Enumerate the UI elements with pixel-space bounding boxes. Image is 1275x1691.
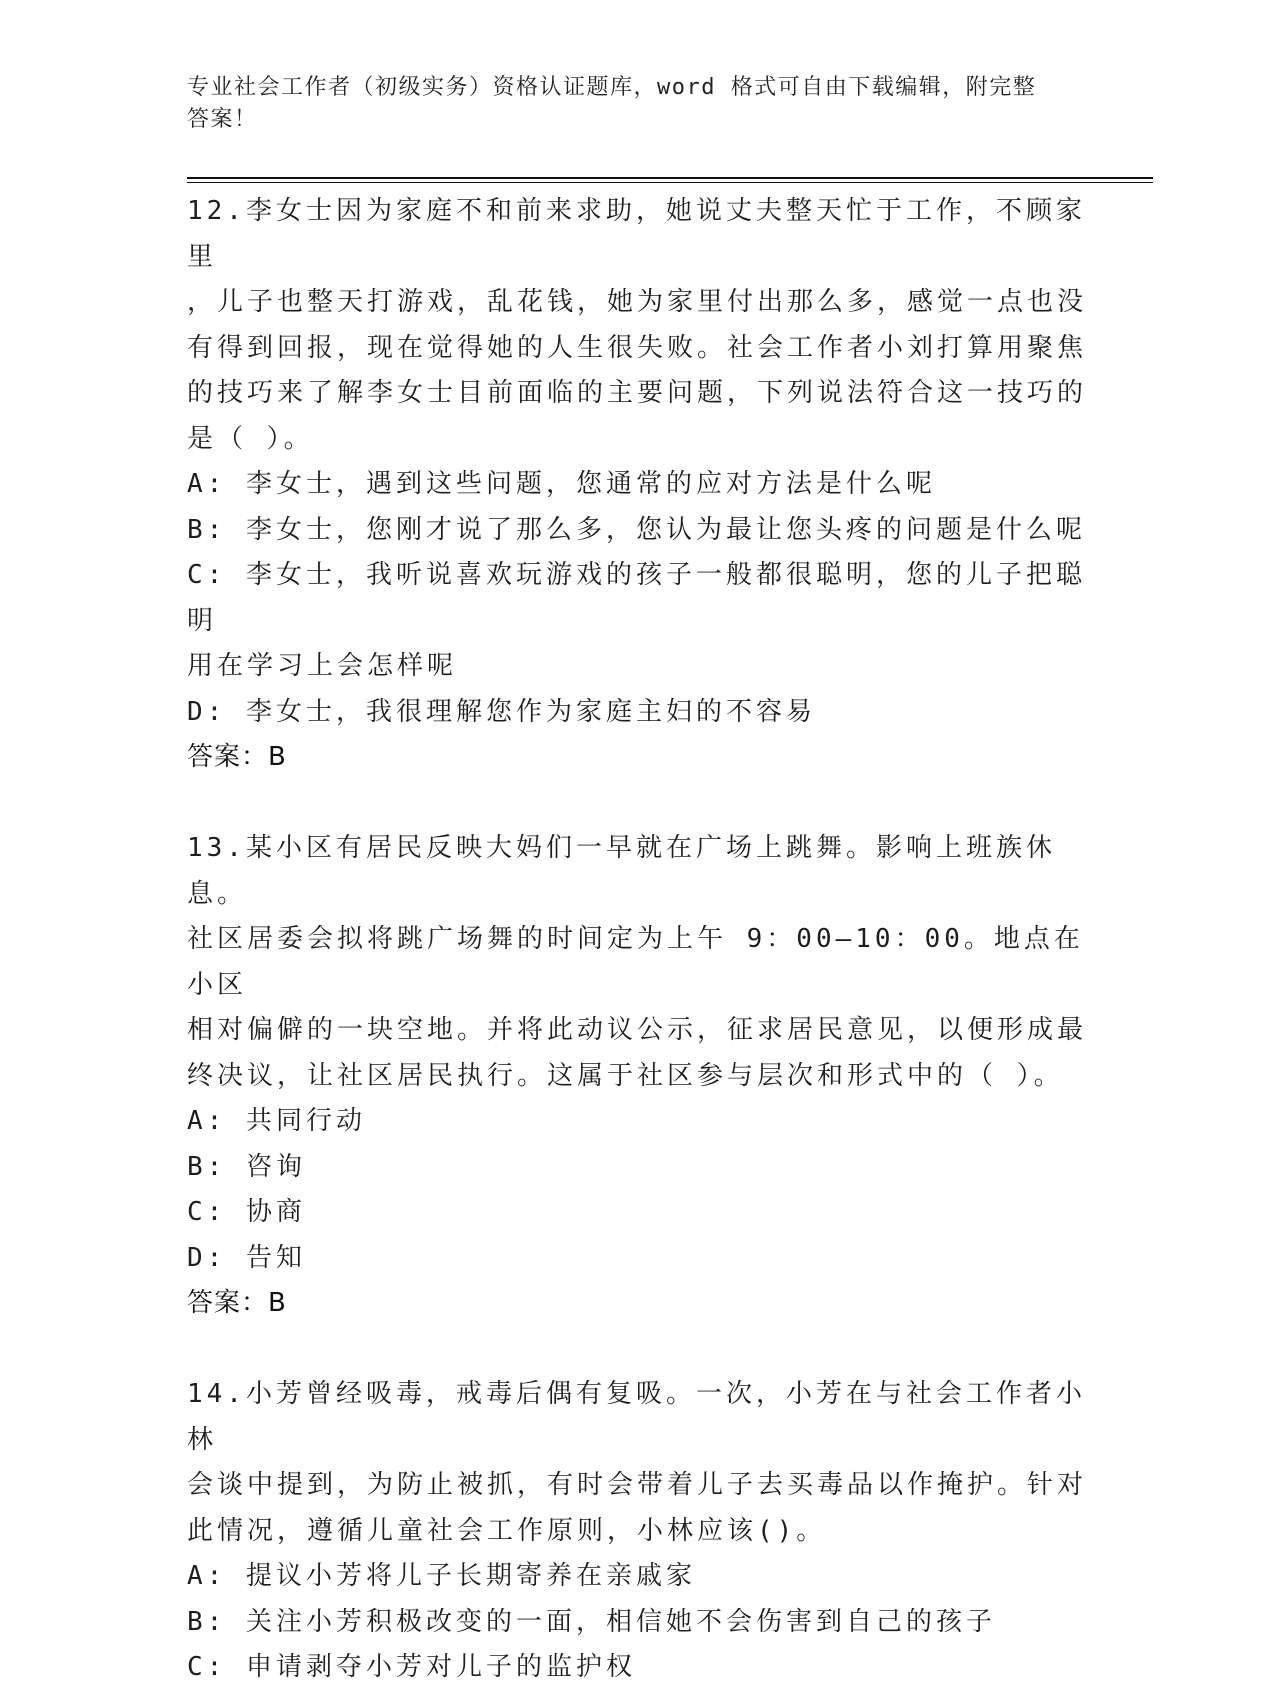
question-12-option-a: A: 李女士，遇到这些问题，您通常的应对方法是什么呢 xyxy=(187,469,936,499)
page-header xyxy=(187,72,1087,136)
question-14 xyxy=(187,1372,1087,1691)
question-13-answer: 答案：B xyxy=(187,1288,287,1318)
header-rule-thin xyxy=(187,182,1153,183)
question-12-stem-line: 12.李女士因为家庭不和前来求助，她说丈夫整天忙于工作，不顾家里 xyxy=(187,196,1086,272)
question-13-option-c: C: 协商 xyxy=(187,1197,306,1227)
question-13-stem-line: 社区居委会拟将跳广场舞的时间定为上午 9：00—10：00。地点在小区 xyxy=(187,924,1084,1000)
question-14-stem-line: 会谈中提到，为防止被抓，有时会带着儿子去买毒品以作掩护。针对 xyxy=(187,1470,1088,1500)
question-12 xyxy=(187,189,1087,781)
question-13-option-d: D: 告知 xyxy=(187,1242,306,1273)
question-12-option-c: C: 李女士，我听说喜欢玩游戏的孩子一般都很聪明，您的儿子把聪明 xyxy=(187,560,1086,636)
question-spacer xyxy=(187,1327,1087,1373)
question-13-stem-line: 终决议，让社区居民执行。这属于社区参与层次和形式中的（ ）。 xyxy=(187,1060,1064,1091)
question-14-stem-line: 此情况，遵循儿童社会工作原则，小林应该()。 xyxy=(187,1515,827,1546)
question-spacer xyxy=(187,781,1087,827)
question-12-option-c-cont: 用在学习上会怎样呢 xyxy=(187,651,458,681)
question-13 xyxy=(187,826,1087,1327)
question-12-stem-line: ，儿子也整天打游戏，乱花钱，她为家里付出那么多，感觉一点也没 xyxy=(187,287,1088,317)
question-14-stem-line: 14.小芳曾经吸毒，戒毒后偶有复吸。一次，小芳在与社会工作者小林 xyxy=(187,1379,1086,1455)
question-12-stem-line: 是（ ）。 xyxy=(187,423,314,454)
question-13-stem-line: 相对偏僻的一块空地。并将此动议公示，征求居民意见，以便形成最 xyxy=(187,1015,1088,1045)
question-12-stem-line: 有得到回报，现在觉得她的人生很失败。社会工作者小刘打算用聚焦 xyxy=(187,332,1088,363)
question-13-stem-line: 13.某小区有居民反映大妈们一早就在广场上跳舞。影响上班族休息。 xyxy=(187,833,1056,909)
question-14-option-c: C: 申请剥夺小芳对儿子的监护权 xyxy=(187,1652,636,1682)
question-12-option-d: D: 李女士，我很理解您作为家庭主妇的不容易 xyxy=(187,696,816,727)
question-12-option-b: B: 李女士，您刚才说了那么多，您认为最让您头疼的问题是什么呢 xyxy=(187,514,1086,545)
header-line-2: 答案！ xyxy=(187,107,258,132)
question-13-option-b: B: 咨询 xyxy=(187,1151,306,1182)
header-line-1: 专业社会工作者（初级实务）资格认证题库，word 格式可自由下载编辑，附完整 xyxy=(187,75,1037,100)
question-13-option-a: A: 共同行动 xyxy=(187,1106,366,1136)
question-list xyxy=(187,189,1087,1691)
header-rule-thick xyxy=(187,177,1153,179)
question-14-option-b: B: 关注小芳积极改变的一面，相信她不会伤害到自己的孩子 xyxy=(187,1606,996,1637)
question-12-answer: 答案：B xyxy=(187,742,287,772)
question-12-stem-line: 的技巧来了解李女士目前面临的主要问题，下列说法符合这一技巧的 xyxy=(187,378,1088,408)
question-14-option-a: A: 提议小芳将儿子长期寄养在亲戚家 xyxy=(187,1561,696,1591)
